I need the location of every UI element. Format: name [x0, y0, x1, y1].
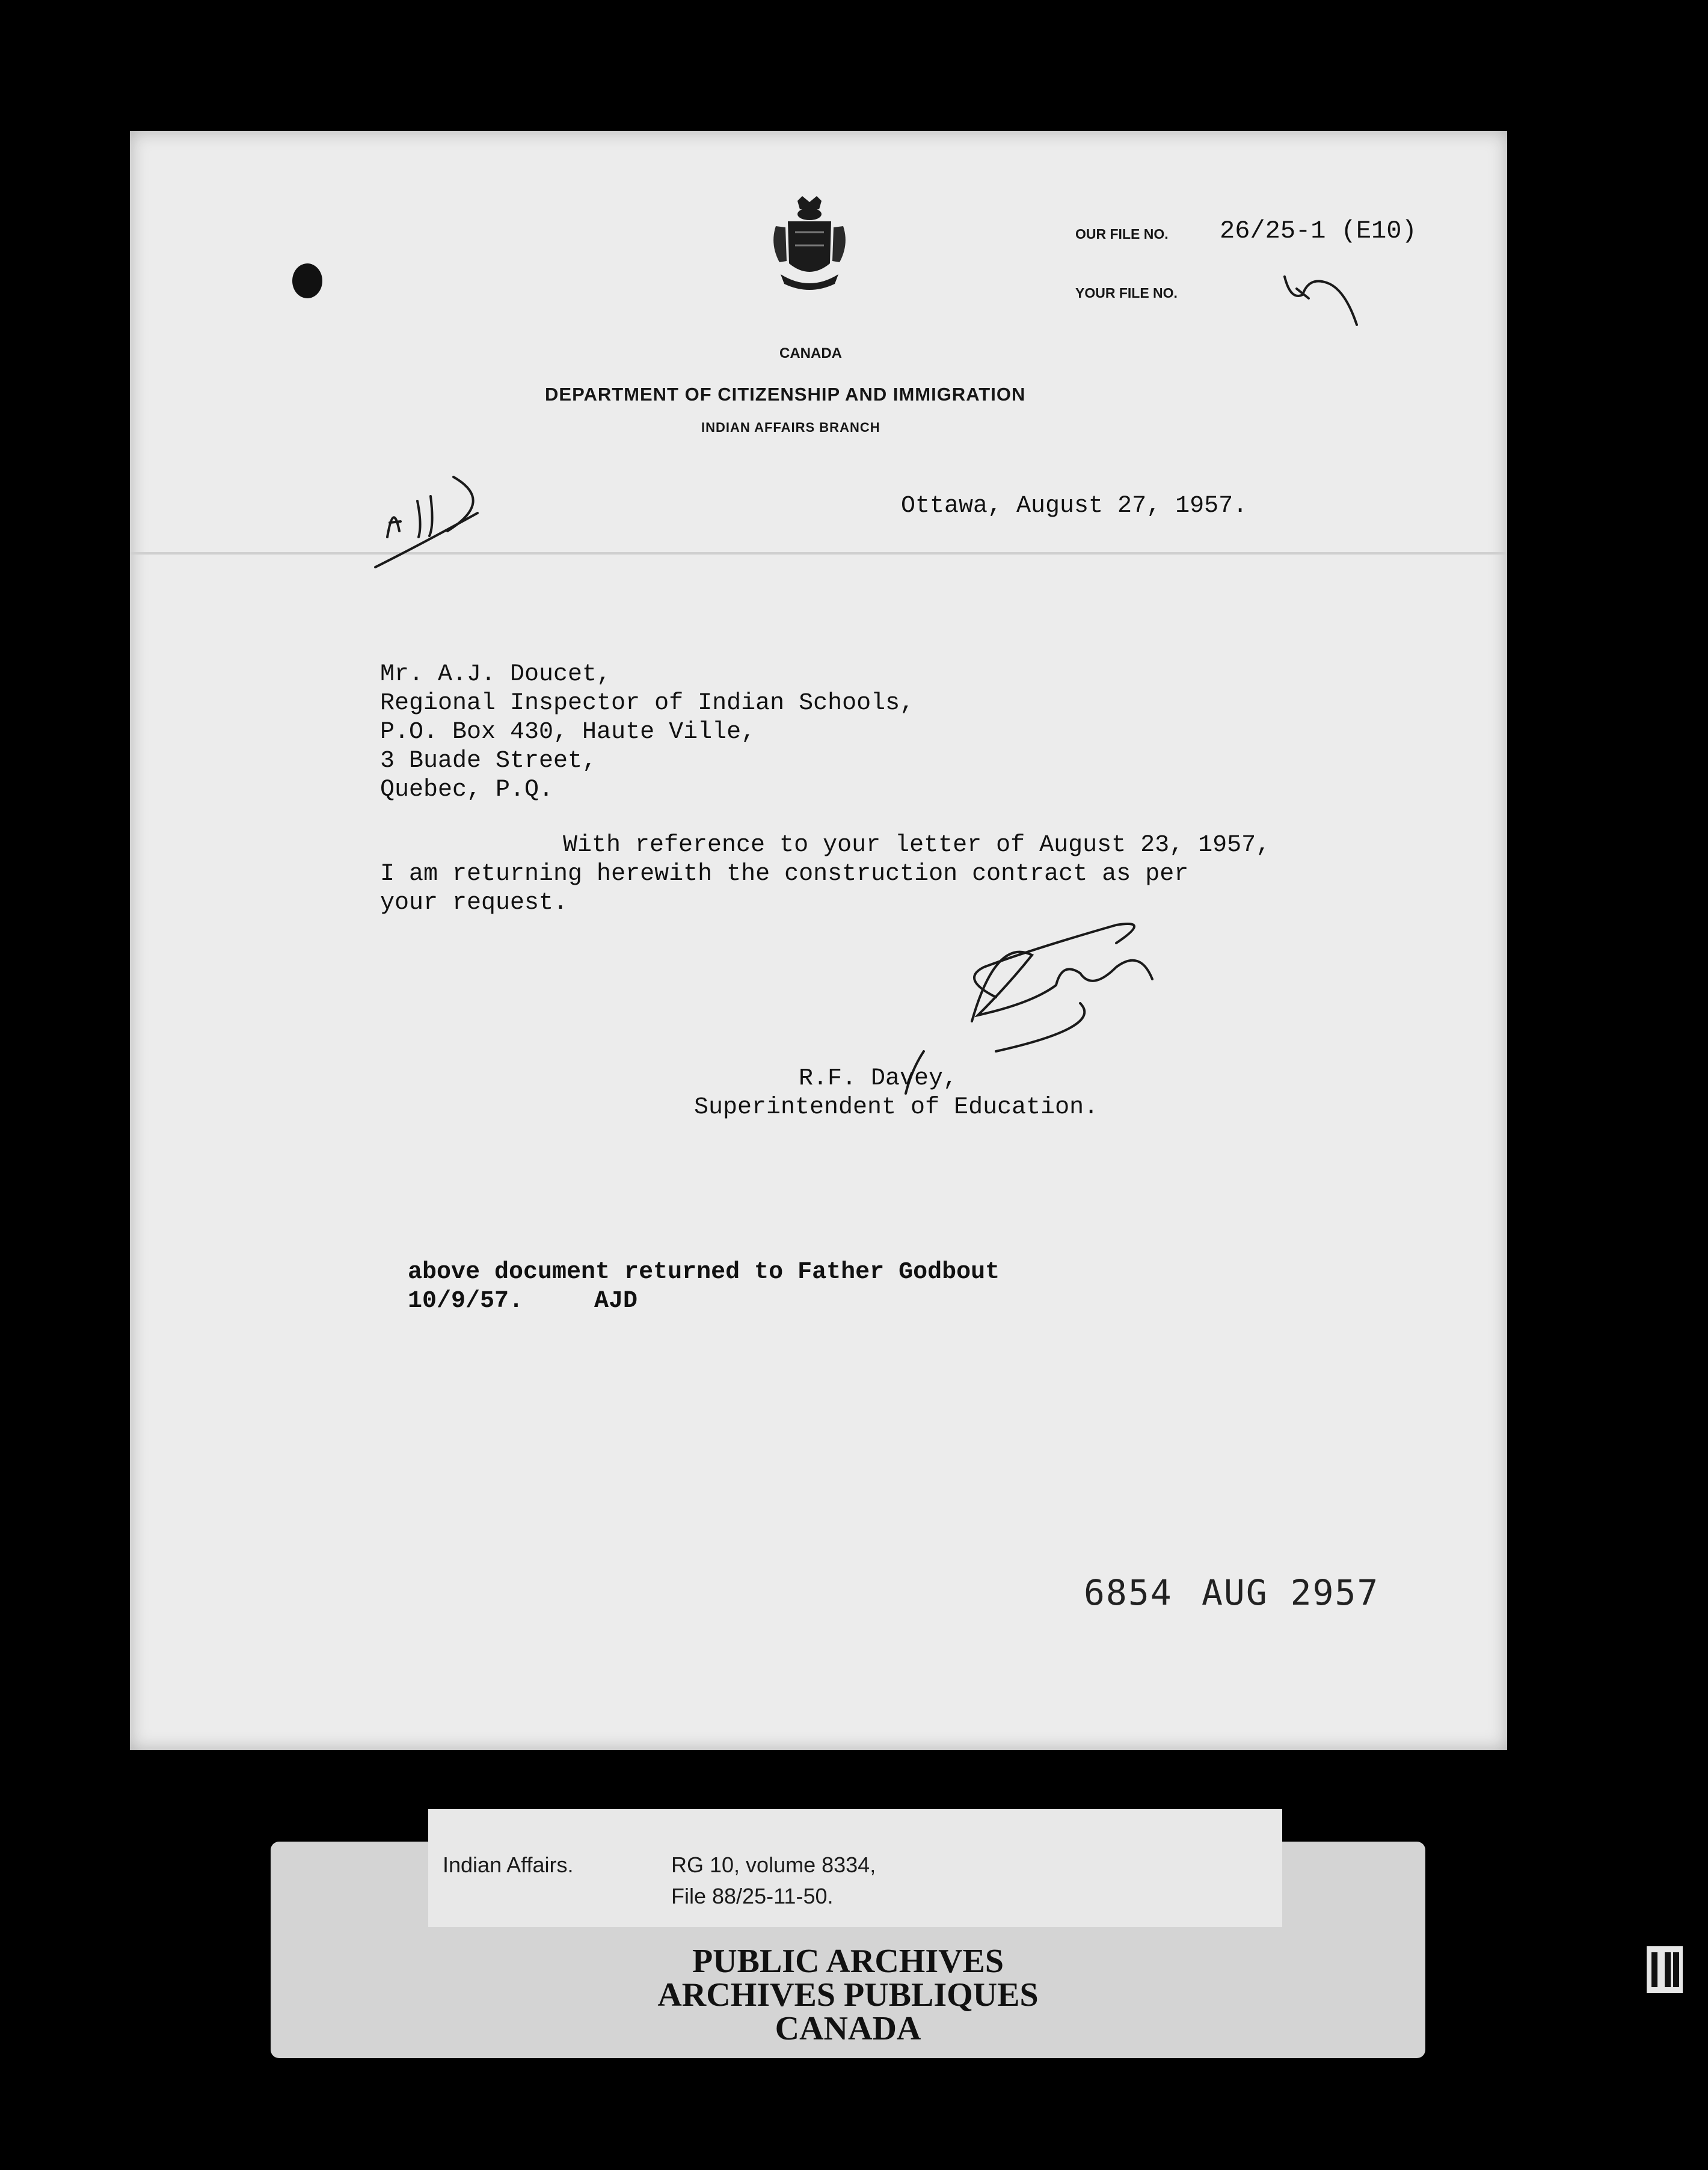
signatory-name: R.F. Davey,	[799, 1065, 958, 1092]
archive-title-fr: ARCHIVES PUBLIQUES	[657, 1976, 1039, 2014]
note-date: 10/9/57.	[408, 1288, 524, 1315]
note-initials: AJD	[594, 1288, 638, 1315]
body-line-1: With reference to your letter of August 23, 1957,	[563, 832, 1271, 859]
letterhead-department: DEPARTMENT OF CITIZENSHIP AND IMMIGRATION	[545, 384, 1026, 405]
note-line: above document returned to Father Godbout	[408, 1259, 1000, 1286]
received-stamp-number: 6854	[1084, 1572, 1173, 1613]
film-edge-mark	[1647, 1946, 1683, 1993]
recipient-title: Regional Inspector of Indian Schools,	[380, 690, 915, 717]
coat-of-arms-icon	[767, 196, 852, 292]
label-reference: RG 10, volume 8334,	[671, 1852, 876, 1877]
file-number-scribble	[1273, 265, 1363, 331]
signatory-title: Superintendent of Education.	[694, 1094, 1099, 1121]
our-file-value: 26/25-1 (E10)	[1220, 217, 1417, 245]
body-line-2: I am returning herewith the construction contract as per	[380, 861, 1189, 888]
letterhead-country: CANADA	[779, 345, 842, 361]
date-line: Ottawa, August 27, 1957.	[901, 493, 1248, 520]
punch-hole	[292, 263, 322, 298]
letterhead-branch: INDIAN AFFAIRS BRANCH	[701, 420, 880, 435]
received-stamp-date: AUG 2957	[1202, 1572, 1380, 1613]
handwritten-initials-text	[363, 465, 496, 579]
label-fonds: Indian Affairs.	[443, 1852, 574, 1877]
body-line-3: your request.	[380, 890, 568, 917]
archive-reference-label	[428, 1809, 1282, 1927]
your-file-label: YOUR FILE NO.	[1075, 285, 1178, 301]
label-file: File 88/25-11-50.	[671, 1884, 834, 1908]
our-file-label: OUR FILE NO.	[1075, 226, 1169, 242]
recipient-box: P.O. Box 430, Haute Ville,	[380, 719, 756, 746]
recipient-name: Mr. A.J. Doucet,	[380, 661, 612, 688]
archive-country: CANADA	[775, 2010, 921, 2047]
letter-page	[130, 131, 1507, 1750]
recipient-street: 3 Buade Street,	[380, 748, 597, 775]
recipient-city: Quebec, P.Q.	[380, 776, 554, 804]
archive-title-en: PUBLIC ARCHIVES	[692, 1943, 1004, 1980]
fold-line	[130, 552, 1507, 555]
